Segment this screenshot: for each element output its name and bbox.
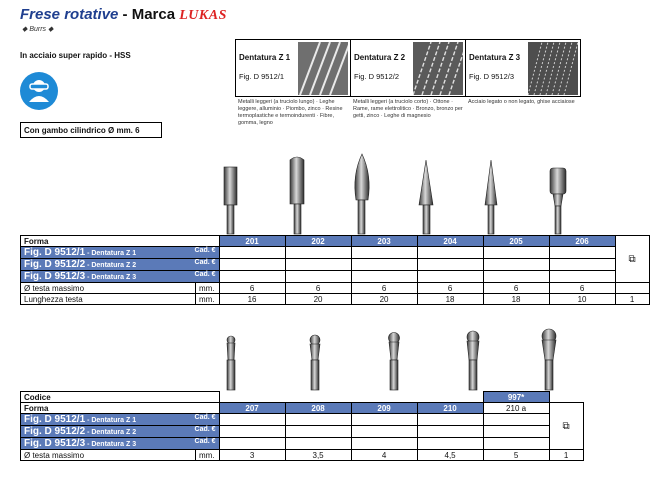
code-cell: 204	[417, 236, 483, 247]
value-cell: 3	[219, 450, 285, 461]
price-cell	[417, 259, 483, 271]
dentatura-fig: Fig. D 9512/3	[469, 72, 515, 81]
table-row	[21, 450, 584, 461]
price-cell	[219, 259, 285, 271]
cut-z1-image	[298, 42, 348, 95]
burr-201-image	[224, 167, 237, 234]
value-cell	[615, 283, 649, 294]
price-cell	[483, 271, 549, 283]
code-cell: 202	[285, 236, 351, 247]
price-cell	[549, 247, 615, 259]
brand-logo: LUKAS	[179, 8, 227, 23]
price-cell	[417, 426, 483, 438]
forma-label: Forma	[21, 403, 220, 414]
value-cell: 6	[417, 283, 483, 294]
package-icon: ⧉	[549, 403, 583, 450]
burr-204-image	[419, 160, 433, 234]
value-cell: 5	[483, 450, 549, 461]
unit-label: mm.	[196, 294, 220, 305]
table-row	[21, 414, 584, 426]
price-cell	[351, 426, 417, 438]
price-cell	[417, 271, 483, 283]
price-cell	[285, 414, 351, 426]
code-cell: 207	[219, 403, 285, 414]
spec-table-2	[20, 391, 584, 461]
value-cell: 16	[219, 294, 285, 305]
price-cell	[351, 438, 417, 450]
goggles-icon	[20, 72, 58, 110]
value-cell: 18	[483, 294, 549, 305]
table-row	[21, 392, 584, 403]
table-row	[21, 247, 650, 259]
price-cell	[549, 259, 615, 271]
code-cell: 206	[549, 236, 615, 247]
title-main: Frese rotative	[20, 6, 119, 23]
price-cell	[285, 426, 351, 438]
code-cell: 203	[351, 236, 417, 247]
price-cell	[219, 271, 285, 283]
fig-label: Fig. D 9512/3 - Dentatura Z 3 Cad. €	[21, 271, 220, 283]
dentatura-z3	[465, 39, 581, 108]
spec-table-1	[20, 235, 650, 305]
table-row	[21, 426, 584, 438]
price-cell	[351, 271, 417, 283]
price-cell	[219, 247, 285, 259]
value-cell: 4	[351, 450, 417, 461]
value-cell: 20	[285, 294, 351, 305]
value-cell: 1	[615, 294, 649, 305]
fig-label: Fig. D 9512/1 - Dentatura Z 1 Cad. €	[21, 414, 220, 426]
value-cell: 1	[549, 450, 583, 461]
price-cell	[483, 414, 549, 426]
dentatura-name: Dentatura Z 2	[354, 53, 406, 62]
table-row	[21, 438, 584, 450]
material-label: In acciaio super rapido - HSS	[20, 51, 131, 60]
price-cell	[351, 247, 417, 259]
value-cell: 10	[549, 294, 615, 305]
price-cell	[417, 247, 483, 259]
price-cell	[549, 271, 615, 283]
price-cell	[417, 438, 483, 450]
price-cell	[219, 414, 285, 426]
dentatura-desc: Metalli leggeri (a truciolo lungo) · Leghe leggere, alluminio · Piombo, zinco · Resine termoplastiche e termoindurenti · Fibre, gomma, legno	[238, 99, 343, 126]
code-cell: 210 a	[483, 403, 549, 414]
cut-z2-image	[413, 42, 463, 95]
unit-label: mm.	[196, 450, 220, 461]
price-cell	[219, 426, 285, 438]
value-cell: 6	[549, 283, 615, 294]
package-icon: ⧉	[615, 236, 649, 283]
burr-207-image	[227, 336, 235, 390]
unit-label: mm.	[196, 283, 220, 294]
forma-label: Forma	[21, 236, 220, 247]
code-cell: 208	[285, 403, 351, 414]
value-cell: 6	[483, 283, 549, 294]
dentatura-fig: Fig. D 9512/1	[239, 72, 285, 81]
price-cell	[483, 438, 549, 450]
diam-label: Ø testa massimo	[21, 283, 196, 294]
price-cell	[351, 414, 417, 426]
code-cell: 209	[351, 403, 417, 414]
price-cell	[285, 259, 351, 271]
subtitle: ◆ Burrs ◆	[22, 26, 54, 33]
price-cell	[285, 247, 351, 259]
burr-209-image	[389, 333, 400, 391]
dentatura-desc: Metalli leggeri (a truciolo corto) · Ottone · Rame, rame elettrolitico · Bronzo, bronzo per getti, zinco · Leghe di magnesio	[353, 99, 463, 119]
cut-z3-image	[528, 42, 578, 95]
burr-203-image	[355, 154, 369, 234]
burr-208-image	[310, 335, 320, 390]
price-cell	[483, 259, 549, 271]
burr-210-image	[467, 331, 479, 390]
table-row	[21, 294, 650, 305]
shank-note: Con gambo cilindrico Ø mm. 6	[20, 122, 162, 138]
codice-value: 997*	[483, 392, 549, 403]
dentatura-name: Dentatura Z 3	[469, 53, 521, 62]
price-cell	[285, 438, 351, 450]
table-row	[21, 259, 650, 271]
table-row	[21, 271, 650, 283]
len-label: Lunghezza testa	[21, 294, 196, 305]
fig-label: Fig. D 9512/1 - Dentatura Z 1 Cad. €	[21, 247, 220, 259]
codice-label: Codice	[21, 392, 220, 403]
fig-label: Fig. D 9512/3 - Dentatura Z 3 Cad. €	[21, 438, 220, 450]
value-cell: 20	[351, 294, 417, 305]
fig-label: Fig. D 9512/2 - Dentatura Z 2 Cad. €	[21, 259, 220, 271]
table-row	[21, 283, 650, 294]
price-cell	[483, 247, 549, 259]
dentatura-z1	[235, 39, 351, 129]
price-cell	[417, 414, 483, 426]
value-cell: 6	[285, 283, 351, 294]
price-cell	[483, 426, 549, 438]
price-cell	[285, 271, 351, 283]
dentatura-desc: Acciaio legato o non legato, ghise acciaiose	[468, 99, 575, 105]
value-cell: 6	[219, 283, 285, 294]
burr-210a-image	[542, 329, 556, 390]
burr-202-image	[290, 157, 304, 234]
code-cell: 205	[483, 236, 549, 247]
page-title	[20, 6, 227, 24]
burr-205-image	[485, 160, 497, 234]
price-cell	[351, 259, 417, 271]
fig-label: Fig. D 9512/2 - Dentatura Z 2 Cad. €	[21, 426, 220, 438]
dentatura-z2	[350, 39, 466, 122]
burr-206-image	[550, 168, 566, 234]
code-cell: 210	[417, 403, 483, 414]
dentatura-name: Dentatura Z 1	[239, 53, 291, 62]
dentatura-fig: Fig. D 9512/2	[354, 72, 400, 81]
price-cell	[219, 438, 285, 450]
diam-label: Ø testa massimo	[21, 450, 196, 461]
title-sep: - Marca	[118, 6, 180, 23]
code-cell: 201	[219, 236, 285, 247]
value-cell: 3,5	[285, 450, 351, 461]
value-cell: 6	[351, 283, 417, 294]
value-cell: 4,5	[417, 450, 483, 461]
value-cell: 18	[417, 294, 483, 305]
